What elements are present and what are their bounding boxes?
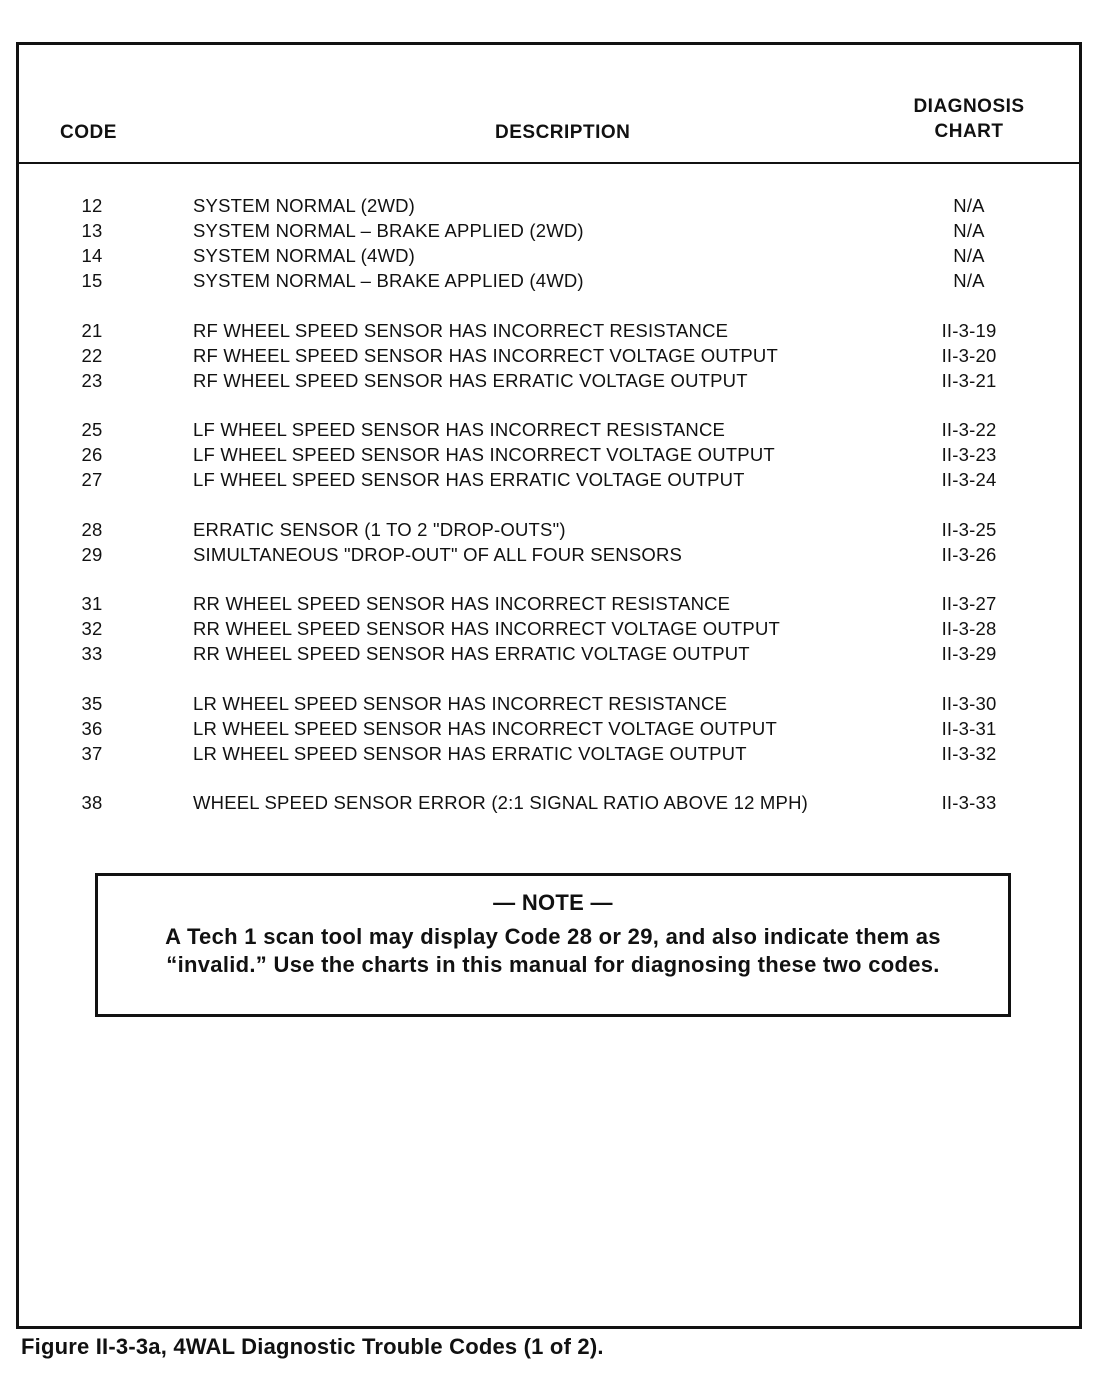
row-description: WHEEL SPEED SENSOR ERROR (2:1 SIGNAL RATIO ABOVE 12 MPH) [193, 792, 808, 813]
figure-frame [16, 42, 1082, 1329]
row-diagnosis-chart: II-3-28 [941, 618, 997, 639]
header-description: DESCRIPTION [495, 122, 631, 143]
row-description: SIMULTANEOUS "DROP-OUT" OF ALL FOUR SENSORS [193, 543, 683, 565]
table-row [19, 193, 1079, 218]
row-code: 13 [81, 220, 103, 241]
row-code: 29 [81, 543, 103, 565]
table-row [19, 616, 1079, 641]
table-row [19, 417, 1079, 442]
row-description: RR WHEEL SPEED SENSOR HAS INCORRECT RESISTANCE [193, 593, 731, 614]
table-row [19, 343, 1079, 368]
row-description: LR WHEEL SPEED SENSOR HAS ERRATIC VOLTAGE OUTPUT [193, 742, 747, 764]
note-box [95, 873, 1011, 1017]
row-code: 12 [81, 195, 103, 216]
row-description: LF WHEEL SPEED SENSOR HAS INCORRECT RESISTANCE [193, 419, 726, 440]
table-row [19, 243, 1079, 268]
row-description: ERRATIC SENSOR (1 TO 2 "DROP-OUTS") [193, 518, 566, 540]
row-description: LF WHEEL SPEED SENSOR HAS ERRATIC VOLTAGE OUTPUT [193, 469, 745, 490]
table-row [19, 368, 1079, 393]
table-row [19, 268, 1079, 293]
row-diagnosis-chart: II-3-19 [941, 319, 997, 341]
row-diagnosis-chart: II-3-24 [941, 469, 997, 490]
row-diagnosis-chart: II-3-31 [941, 717, 997, 739]
row-description: LR WHEEL SPEED SENSOR HAS INCORRECT VOLTAGE OUTPUT [193, 717, 777, 739]
row-code: 33 [81, 643, 103, 664]
row-description: LR WHEEL SPEED SENSOR HAS INCORRECT RESISTANCE [193, 692, 728, 714]
header-code: CODE [60, 122, 117, 143]
row-code: 14 [81, 245, 103, 266]
row-description: SYSTEM NORMAL (2WD) [193, 195, 416, 216]
row-code: 26 [81, 444, 103, 465]
row-code: 15 [81, 270, 103, 291]
row-description: SYSTEM NORMAL – BRAKE APPLIED (4WD) [193, 270, 584, 291]
row-code: 23 [81, 369, 103, 391]
row-diagnosis-chart: II-3-22 [941, 419, 997, 440]
row-description: RF WHEEL SPEED SENSOR HAS INCORRECT VOLTAGE OUTPUT [193, 344, 778, 366]
row-code: 28 [81, 518, 103, 540]
table-row [19, 542, 1079, 567]
row-description: RR WHEEL SPEED SENSOR HAS INCORRECT VOLTAGE OUTPUT [193, 618, 781, 639]
note-body: A Tech 1 scan tool may display Code 28 or 29, and also indicate them as “invalid.” Use the charts in this manual for diagnosing these two codes. [165, 924, 941, 977]
row-diagnosis-chart: II-3-21 [941, 369, 997, 391]
row-description: RF WHEEL SPEED SENSOR HAS ERRATIC VOLTAGE OUTPUT [193, 369, 748, 391]
note-title: — NOTE — [493, 890, 613, 915]
table-row [19, 591, 1079, 616]
header-diagnosis-line2: CHART [934, 121, 1004, 142]
row-description: RF WHEEL SPEED SENSOR HAS INCORRECT RESISTANCE [193, 319, 729, 341]
row-code: 25 [81, 419, 103, 440]
row-code: 35 [81, 692, 103, 714]
row-diagnosis-chart: II-3-23 [941, 444, 997, 465]
code-table [19, 45, 1079, 845]
row-code: 38 [81, 792, 103, 813]
row-description: LF WHEEL SPEED SENSOR HAS INCORRECT VOLTAGE OUTPUT [193, 444, 775, 465]
table-row [19, 790, 1079, 815]
row-description: SYSTEM NORMAL (4WD) [193, 245, 416, 266]
row-description: RR WHEEL SPEED SENSOR HAS ERRATIC VOLTAGE OUTPUT [193, 643, 750, 664]
row-diagnosis-chart: N/A [953, 245, 985, 266]
row-code: 31 [81, 593, 103, 614]
row-code: 37 [81, 742, 103, 764]
row-diagnosis-chart: II-3-25 [941, 518, 997, 540]
row-code: 27 [81, 469, 103, 490]
row-diagnosis-chart: N/A [953, 270, 985, 291]
table-row [19, 691, 1079, 716]
row-code: 36 [81, 717, 103, 739]
row-code: 22 [81, 344, 103, 366]
table-row [19, 318, 1079, 343]
row-diagnosis-chart: II-3-20 [941, 344, 997, 366]
row-diagnosis-chart: II-3-26 [941, 543, 997, 565]
table-row [19, 741, 1079, 766]
table-row [19, 467, 1079, 492]
row-diagnosis-chart: II-3-27 [941, 593, 997, 614]
table-row [19, 442, 1079, 467]
row-code: 21 [81, 319, 103, 341]
row-diagnosis-chart: II-3-30 [941, 692, 997, 714]
table-row [19, 716, 1079, 741]
row-diagnosis-chart: II-3-32 [941, 742, 997, 764]
row-description: SYSTEM NORMAL – BRAKE APPLIED (2WD) [193, 220, 584, 241]
row-diagnosis-chart: II-3-29 [941, 643, 997, 664]
row-diagnosis-chart: N/A [953, 220, 985, 241]
table-row [19, 641, 1079, 666]
row-diagnosis-chart: N/A [953, 195, 985, 216]
table-row [19, 517, 1079, 542]
figure-caption: Figure II-3-3a, 4WAL Diagnostic Trouble Codes (1 of 2). [21, 1334, 604, 1359]
row-diagnosis-chart: II-3-33 [941, 792, 997, 813]
table-row [19, 218, 1079, 243]
row-code: 32 [81, 618, 103, 639]
header-diagnosis-line1: DIAGNOSIS [913, 96, 1025, 117]
